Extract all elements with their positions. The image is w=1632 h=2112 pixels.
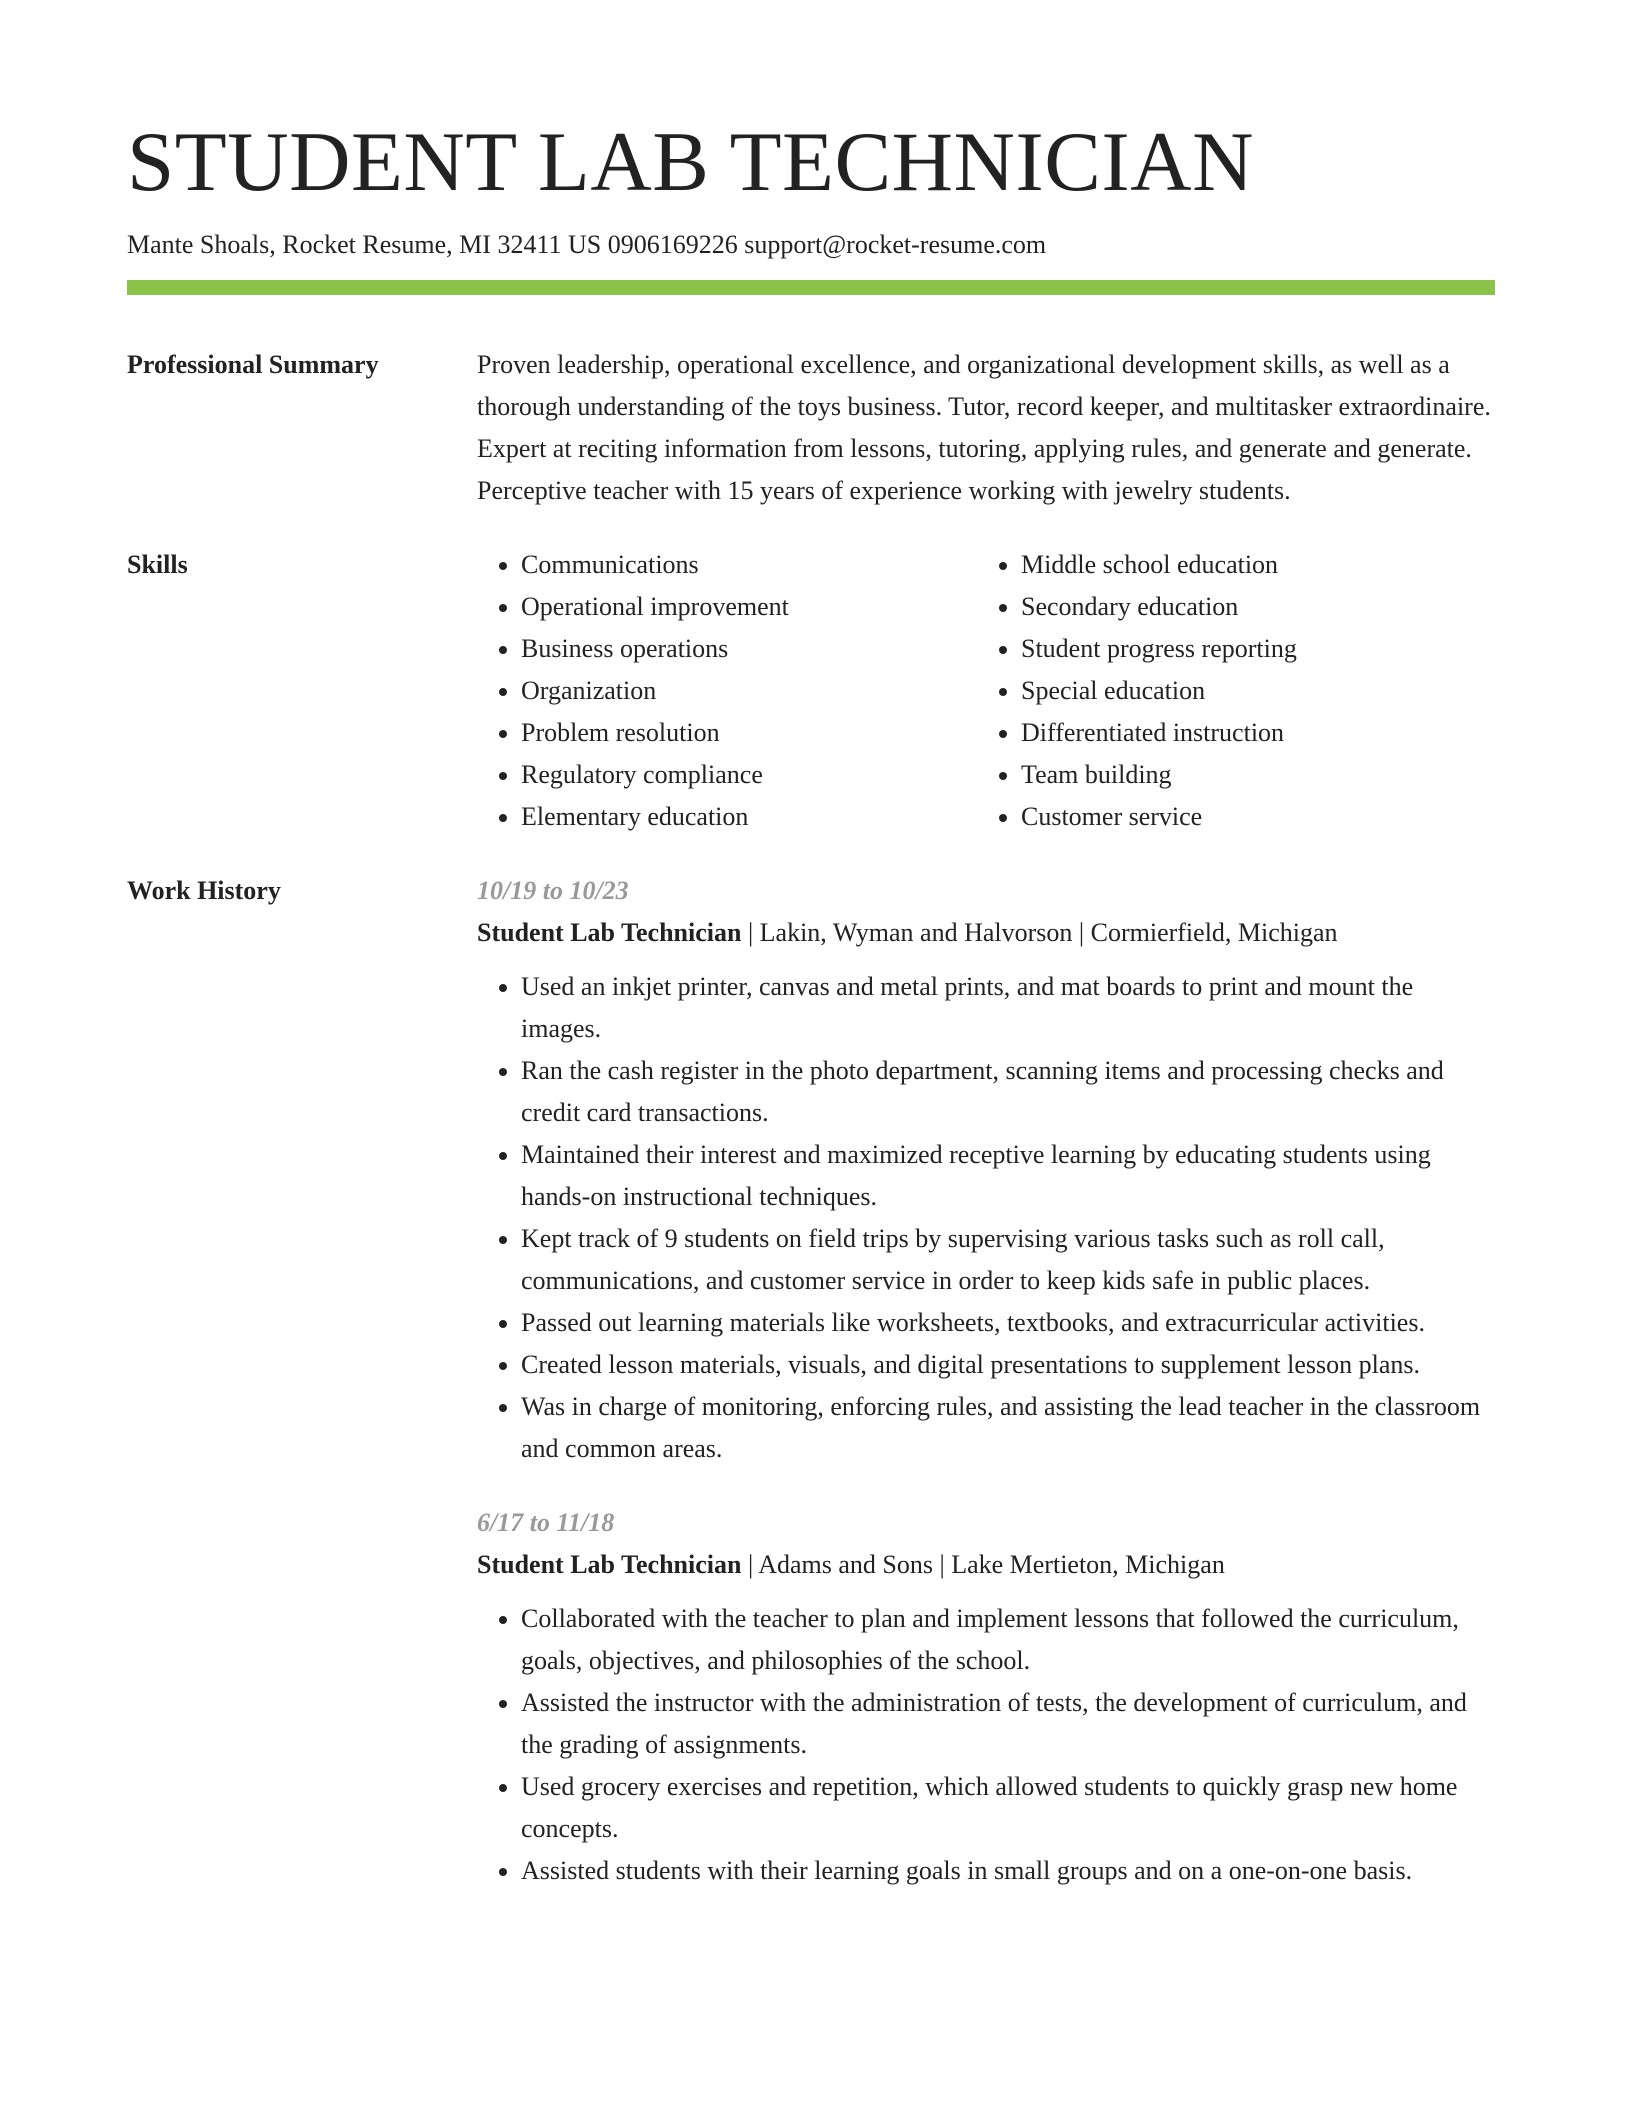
skill-item: • Elementary education bbox=[521, 796, 977, 838]
job-bullet: • Used an inkjet printer, canvas and metal prints, and mat boards to print and mount the images. bbox=[521, 966, 1495, 1050]
job-bullet: • Ran the cash register in the photo department, scanning items and processing checks and credit card transactions. bbox=[521, 1050, 1495, 1134]
skills-heading: Skills bbox=[127, 550, 188, 580]
skill-item: • Middle school education bbox=[1021, 544, 1477, 586]
summary-heading: Professional Summary bbox=[127, 350, 379, 380]
summary-section bbox=[127, 344, 1495, 512]
job-header bbox=[477, 1544, 1495, 1586]
job-bullet: • Collaborated with the teacher to plan and implement lessons that followed the curriculum, goals, objectives, and philosophies of the school. bbox=[521, 1598, 1495, 1682]
job-bullet: • Used grocery exercises and repetition, which allowed students to quickly grasp new home concepts. bbox=[521, 1766, 1495, 1850]
skill-item: • Differentiated instruction bbox=[1021, 712, 1477, 754]
skill-item: • Communications bbox=[521, 544, 977, 586]
job-title: Student Lab Technician bbox=[477, 1550, 742, 1580]
job-bullet: • Created lesson materials, visuals, and digital presentations to supplement lesson plans. bbox=[521, 1344, 1495, 1386]
skill-item: • Business operations bbox=[521, 628, 977, 670]
skills-column-1 bbox=[477, 544, 977, 838]
skill-item: • Organization bbox=[521, 670, 977, 712]
skill-item: • Problem resolution bbox=[521, 712, 977, 754]
skills-grid bbox=[477, 544, 1495, 838]
skills-section bbox=[127, 544, 1495, 838]
contact-info: Mante Shoals, Rocket Resume, MI 32411 US 0906169226 support@rocket-resume.com bbox=[127, 230, 1047, 259]
skills-column-2 bbox=[977, 544, 1477, 838]
skill-item: • Regulatory compliance bbox=[521, 754, 977, 796]
job-bullet: • Kept track of 9 students on field trips by supervising various tasks such as roll call, communications, and customer service in order to keep kids safe in public places. bbox=[521, 1218, 1495, 1302]
work-history-heading: Work History bbox=[127, 876, 281, 906]
job-bullet: • Was in charge of monitoring, enforcing rules, and assisting the lead teacher in the classroom and common areas. bbox=[521, 1386, 1495, 1470]
header-divider bbox=[127, 280, 1495, 295]
skill-item: • Secondary education bbox=[1021, 586, 1477, 628]
skill-item: • Special education bbox=[1021, 670, 1477, 712]
job-header bbox=[477, 912, 1495, 954]
job-bullets bbox=[477, 966, 1495, 1470]
job-bullet: • Assisted students with their learning goals in small groups and on a one-on-one basis. bbox=[521, 1850, 1495, 1892]
skill-item: • Operational improvement bbox=[521, 586, 977, 628]
job-employer-location: | Adams and Sons | Lake Mertieton, Michigan bbox=[741, 1550, 1225, 1580]
job-bullet: • Assisted the instructor with the administration of tests, the development of curriculum, and the grading of assignments. bbox=[521, 1682, 1495, 1766]
job-title: Student Lab Technician bbox=[477, 918, 742, 948]
skill-item: • Customer service bbox=[1021, 796, 1477, 838]
work-history-section bbox=[127, 870, 1495, 1892]
job-dates: 6/17 to 11/18 bbox=[477, 1508, 615, 1538]
work-history-body bbox=[477, 870, 1495, 1892]
job-bullets bbox=[477, 1598, 1495, 1892]
job-employer-location: | Lakin, Wyman and Halvorson | Cormierfield, Michigan bbox=[741, 918, 1338, 948]
skill-item: • Team building bbox=[1021, 754, 1477, 796]
resume-page bbox=[127, 115, 1495, 1892]
job-entry bbox=[477, 870, 1495, 1470]
job-entry bbox=[477, 1502, 1495, 1892]
skill-item: • Student progress reporting bbox=[1021, 628, 1477, 670]
job-bullet: • Maintained their interest and maximized receptive learning by educating students using hands-on instructional techniques. bbox=[521, 1134, 1495, 1218]
job-dates: 10/19 to 10/23 bbox=[477, 876, 629, 906]
resume-name: STUDENT LAB TECHNICIAN bbox=[127, 115, 1254, 209]
summary-text: Proven leadership, operational excellence, and organizational development skills, as well as a thorough understanding of the toys business. Tutor, record keeper, and multitasker extraordinaire. Expert at reciting information from lessons, tutoring, applying rules, and generate and generate. Perceptive teacher with 15 years of experience working with jewelry students. bbox=[477, 350, 1491, 506]
job-bullet: • Passed out learning materials like worksheets, textbooks, and extracurricular activities. bbox=[521, 1302, 1495, 1344]
